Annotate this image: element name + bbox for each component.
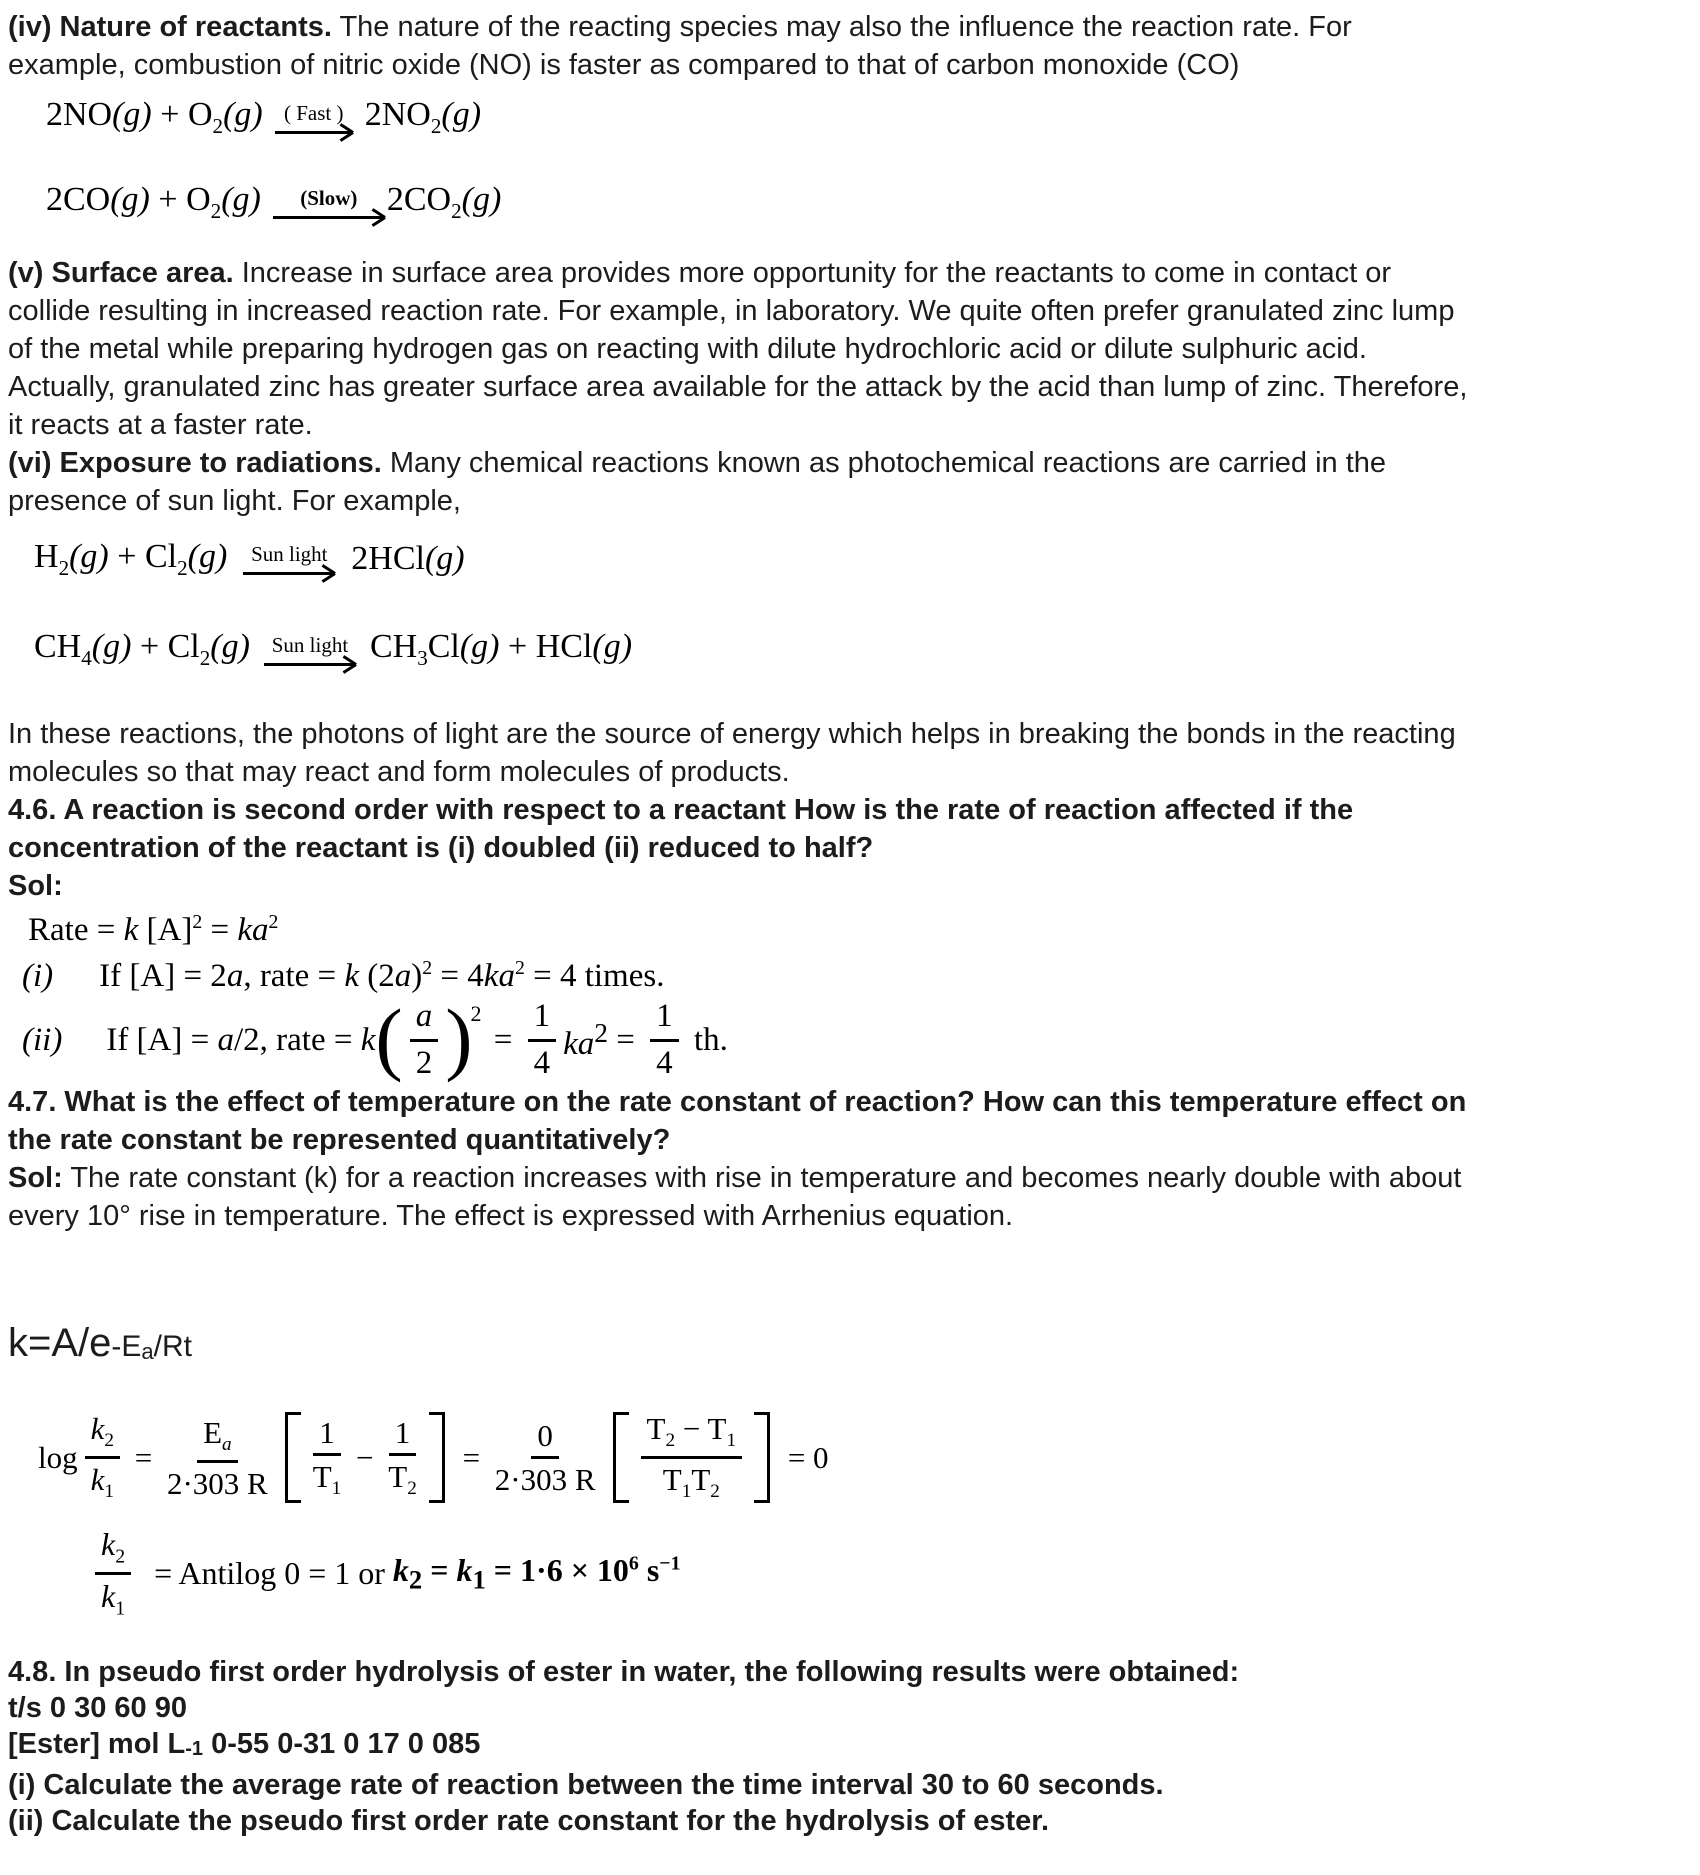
body-text: The nature of the reacting species may also the influence the reaction rate. For — [331, 11, 1352, 43]
subscript: 1 — [104, 1481, 114, 1503]
question-line: concentration of the reactant is (i) doubled (ii) reduced to half? — [8, 832, 874, 865]
chem-formula: 2NO — [364, 96, 431, 133]
chem-formula: O — [187, 96, 213, 133]
denominator: 4 — [656, 1044, 673, 1081]
paragraph-surface-area — [8, 254, 1690, 444]
right-bracket-icon — [429, 1412, 445, 1503]
chem-formula: Cl — [144, 537, 178, 575]
text-line: presence of sun light. For example, — [8, 484, 461, 517]
chem-formula: CH — [34, 628, 82, 666]
superscript: −1 — [659, 1552, 681, 1575]
numerator — [95, 1527, 131, 1575]
denominator — [388, 1456, 417, 1500]
text-line: example, combustion of nitric oxide (NO) is faster as compared to that of carbon monoxide (CO) — [8, 49, 1240, 81]
math-text: Rate = — [28, 912, 124, 949]
state-symbol: (g) — [592, 628, 633, 666]
math-text: k=A/e — [8, 1321, 112, 1366]
equation-rate-law — [28, 911, 1690, 949]
math-text: (2 — [359, 958, 395, 995]
minus-sign: − — [348, 1439, 382, 1475]
equals-sign: = — [422, 1551, 457, 1588]
subscript: 2 — [451, 198, 462, 223]
arrow-label: (Slow) — [300, 185, 358, 210]
reaction-ch4-cl2 — [34, 628, 1690, 671]
superscript: 2 — [594, 1017, 609, 1049]
state-symbol: (g) — [110, 180, 150, 218]
math-text: /Rt — [153, 1330, 192, 1364]
text-line: In these reactions, the photons of light are the source of energy which helps in breaking the bonds in the reacting — [8, 718, 1456, 751]
equals-sign: = — [485, 1551, 521, 1588]
chem-formula: Cl — [427, 628, 460, 666]
subscript: 2 — [104, 1430, 114, 1452]
math-var: T — [691, 1462, 711, 1498]
subscript: 3 — [417, 646, 428, 671]
subscript: 1 — [681, 1481, 692, 1503]
math-text: ) — [411, 958, 423, 995]
item-number: (i) — [22, 958, 54, 995]
math-var: k — [344, 958, 360, 995]
state-symbol: (g) — [187, 537, 228, 575]
state-symbol: (g) — [424, 539, 465, 577]
math-var: a — [217, 1021, 234, 1058]
text-line: Actually, granulated zinc has greater surface area available for the attack by the acid than lump of zinc. Therefore, — [8, 370, 1468, 403]
fraction-zero — [495, 1419, 596, 1497]
math-var: T — [312, 1459, 332, 1495]
math-text — [563, 1017, 608, 1063]
plus-sign: + — [151, 96, 188, 133]
math-text: If [A] = 2 — [99, 958, 227, 995]
right-bracket-icon — [754, 1412, 770, 1503]
question-4-6 — [8, 791, 1690, 905]
math-var: k — [90, 1411, 105, 1447]
left-bracket-icon — [285, 1412, 301, 1503]
text-line — [8, 8, 1690, 46]
subscript: 4 — [81, 646, 92, 671]
subscript: 2 — [408, 1564, 423, 1595]
subscript: 2 — [210, 198, 222, 223]
state-symbol: (g) — [91, 628, 132, 666]
superscript: 2 — [470, 1001, 482, 1027]
equals-sign: = — [485, 1021, 521, 1058]
unit-text: s — [638, 1551, 660, 1588]
math-var: a — [394, 958, 412, 995]
fraction-t2-t1 — [641, 1412, 743, 1503]
subscript: 2 — [199, 646, 211, 671]
fraction-1-4 — [650, 999, 679, 1081]
text-line: molecules so that may react and form molecules of products. — [8, 756, 790, 789]
left-bracket-icon — [613, 1412, 629, 1503]
denominator — [313, 1456, 342, 1500]
state-symbol: (g) — [223, 96, 263, 133]
math-var: k — [392, 1551, 409, 1588]
reaction-h2-cl2 — [34, 538, 1690, 581]
plus-sign: + — [499, 628, 536, 666]
math-var: a — [226, 958, 244, 995]
question-line: 4.8. In pseudo first order hydrolysis of ester in water, the following results were obtained: — [8, 1655, 1240, 1688]
denominator: 4 — [533, 1044, 551, 1081]
body-text: The rate constant (k) for a reaction increases with rise in temperature and becomes nearly double with about — [62, 1162, 1462, 1195]
equation-arrhenius — [8, 1321, 1690, 1366]
fraction-1-t1 — [313, 1416, 342, 1500]
reaction-arrow — [243, 542, 335, 575]
math-text: If [A] = — [106, 1021, 218, 1058]
denominator: 2·303 R — [494, 1462, 596, 1498]
chem-term — [46, 181, 261, 224]
chem-formula: HCl — [535, 628, 593, 666]
equals-sign: = — [454, 1439, 488, 1475]
math-text — [393, 1552, 681, 1595]
solution-4-7 — [8, 1159, 1690, 1235]
subscript: a — [222, 1433, 232, 1455]
right-paren-icon: ) — [445, 992, 473, 1084]
text-line — [8, 254, 1690, 292]
minus-sign: − — [675, 1411, 708, 1447]
chem-term — [351, 540, 464, 578]
subscript: 2 — [430, 113, 442, 138]
denominator — [663, 1459, 720, 1503]
numerator: a — [410, 999, 439, 1042]
math-var: k — [101, 1578, 116, 1615]
heading-v: (v) Surface area. — [8, 256, 234, 289]
math-text: = Antilog 0 = 1 or — [146, 1555, 393, 1592]
subscript: 2 — [665, 1430, 676, 1452]
math-var: ka — [237, 912, 269, 949]
superscript: 6 — [628, 1552, 639, 1575]
body-text: Increase in surface area provides more opportunity for the reactants to come in contact or — [233, 256, 1392, 289]
numerator — [641, 1412, 743, 1459]
chem-formula: H — [34, 537, 59, 575]
math-text: -E — [111, 1330, 142, 1364]
chem-term — [34, 628, 250, 671]
question-line: (ii) Calculate the pseudo first order rate constant for the hydrolysis of ester. — [8, 1804, 1049, 1837]
subscript: 1 — [331, 1478, 342, 1500]
reaction-arrow — [275, 101, 353, 134]
question-line: 4.6. A reaction is second order with respect to a reactant How is the rate of reaction affected if the — [8, 794, 1354, 827]
right-arrow-icon — [275, 131, 353, 134]
math-var: E — [203, 1414, 223, 1450]
math-var: k — [360, 1021, 376, 1058]
body-text: Many chemical reactions known as photochemical reactions are carried in the — [381, 446, 1387, 479]
numerator — [197, 1416, 238, 1463]
math-text: [A] — [138, 912, 193, 949]
math-var: T — [388, 1459, 408, 1495]
math-text — [106, 1022, 375, 1059]
numerator: 1 — [313, 1416, 341, 1456]
math-var: k — [456, 1551, 473, 1588]
text-line: of the metal while preparing hydrogen gas on reacting with dilute hydrochloric acid or dilute sulphuric acid. — [8, 332, 1367, 365]
chem-formula: CH — [369, 628, 418, 666]
chem-formula: 2CO — [46, 180, 111, 218]
denominator — [101, 1575, 125, 1620]
reaction-arrow — [264, 633, 356, 666]
subscript: 2 — [177, 555, 188, 580]
math-text: /2, rate = — [233, 1021, 361, 1058]
item-number: (ii) — [22, 1021, 63, 1058]
equation-case-ii — [22, 992, 1690, 1084]
math-var: T — [646, 1411, 666, 1447]
chem-term — [387, 181, 501, 224]
math-text: = 4 — [432, 958, 484, 995]
subscript: 2 — [710, 1481, 720, 1503]
text-line: it reacts at a faster rate. — [8, 408, 313, 441]
chem-term — [34, 538, 227, 581]
heading-vi: (vi) Exposure to radiations. — [8, 446, 382, 479]
subscript: 1 — [726, 1430, 737, 1452]
fraction-k2-k1 — [85, 1412, 120, 1503]
fraction-1-t2 — [388, 1416, 417, 1500]
subscript: 2 — [407, 1478, 417, 1500]
denominator: 2·303 R — [166, 1465, 268, 1501]
subscript: 1 — [472, 1564, 486, 1595]
superscript: 2 — [192, 911, 203, 934]
question-4-8 — [8, 1654, 1690, 1839]
fraction-a-2 — [410, 999, 439, 1081]
subscript: 2 — [115, 1545, 126, 1568]
superscript: 2 — [268, 911, 279, 934]
question-line: (i) Calculate the average rate of reaction between the time interval 30 to 60 seconds. — [8, 1768, 1164, 1801]
math-text: = 4 times. — [524, 958, 665, 995]
right-arrow-icon — [264, 663, 356, 666]
math-var: ka — [563, 1026, 595, 1063]
equals-sign: = — [608, 1021, 644, 1058]
fraction-ea — [167, 1416, 268, 1500]
chem-formula: Cl — [167, 628, 200, 666]
reaction-arrow — [273, 186, 385, 219]
data-label: [Ester] mol L — [8, 1727, 186, 1760]
arrow-label: Sun light — [271, 633, 349, 658]
numerator — [85, 1412, 120, 1459]
left-paren-icon: ( — [375, 992, 403, 1084]
numerator: 1 — [389, 1416, 417, 1456]
plus-sign: + — [131, 628, 168, 666]
chem-term — [365, 96, 481, 139]
math-text: th. — [685, 1021, 728, 1058]
state-symbol: (g) — [69, 537, 109, 575]
equation-antilog — [88, 1527, 1690, 1620]
arrow-label: ( Fast ) — [283, 100, 344, 125]
paragraph-exposure-to-radiations — [8, 444, 1690, 520]
chem-term — [46, 96, 263, 139]
superscript: 2 — [422, 957, 433, 980]
log-label: log — [38, 1439, 78, 1475]
subscript: 2 — [58, 555, 70, 580]
reaction-no-o2 — [46, 96, 1690, 139]
numerator: 1 — [528, 999, 557, 1042]
superscript: -1 — [185, 1737, 204, 1760]
arrow-label: Sun light — [251, 542, 328, 567]
question-line: 4.7. What is the effect of temperature on the rate constant of reaction? How can this temperature effect on — [8, 1086, 1467, 1119]
data-values: 0-55 0-31 0 17 0 085 — [203, 1727, 481, 1760]
result-value: 1·6 × 10 — [520, 1551, 629, 1588]
equals-sign: = — [127, 1439, 160, 1475]
denominator — [91, 1459, 114, 1503]
chem-formula: O — [186, 180, 211, 218]
right-arrow-icon — [243, 572, 335, 575]
text-line — [8, 1159, 1690, 1197]
state-symbol: (g) — [459, 628, 500, 666]
chem-term — [370, 628, 632, 671]
solution-label: Sol: — [8, 1162, 63, 1195]
state-symbol: (g) — [210, 628, 250, 666]
equation-log-ratio — [38, 1412, 1690, 1503]
chem-formula: 2HCl — [351, 539, 425, 577]
right-arrow-icon — [273, 216, 385, 219]
subscript: 1 — [115, 1597, 126, 1620]
text-line — [8, 444, 1690, 482]
heading-iv: (iv) Nature of reactants. — [8, 11, 332, 43]
chem-formula: 2NO — [46, 96, 113, 133]
chem-formula: 2CO — [386, 180, 452, 218]
subscript: a — [141, 1339, 154, 1365]
math-var: T — [662, 1462, 682, 1498]
solution-label: Sol: — [8, 870, 63, 903]
fraction-1-4 — [528, 999, 557, 1081]
data-row-time: t/s 0 30 60 90 — [8, 1691, 187, 1724]
plus-sign: + — [149, 180, 187, 218]
data-row-ester — [8, 1726, 1690, 1767]
plus-sign: + — [108, 537, 145, 575]
math-var: k — [123, 912, 139, 949]
math-var: ka — [483, 958, 515, 995]
math-var: k — [101, 1526, 116, 1563]
text-line: every 10° rise in temperature. The effect is expressed with Arrhenius equation. — [8, 1200, 1014, 1233]
reaction-co-o2 — [46, 181, 1690, 224]
fraction-k2-k1 — [95, 1527, 131, 1620]
text-line: collide resulting in increased reaction rate. For example, in laboratory. We quite often prefer granulated zinc lump — [8, 294, 1455, 327]
equals-zero: = 0 — [780, 1439, 829, 1475]
state-symbol: (g) — [221, 180, 261, 218]
numerator: 0 — [531, 1419, 559, 1459]
math-text: = — [202, 912, 238, 949]
math-var: T — [707, 1411, 727, 1447]
paragraph-nature-of-reactants — [8, 8, 1690, 84]
superscript: 2 — [514, 957, 525, 980]
state-symbol: (g) — [461, 180, 502, 218]
question-4-7 — [8, 1083, 1690, 1159]
state-symbol: (g) — [112, 96, 152, 133]
numerator: 1 — [650, 999, 679, 1042]
denominator: 2 — [415, 1044, 433, 1081]
state-symbol: (g) — [441, 96, 482, 133]
question-line: the rate constant be represented quantitatively? — [8, 1124, 671, 1157]
math-text: , rate = — [243, 958, 345, 995]
paragraph-photons — [8, 715, 1690, 791]
subscript: 2 — [212, 113, 224, 138]
equation-case-i — [22, 957, 1690, 995]
math-var: k — [90, 1462, 105, 1498]
